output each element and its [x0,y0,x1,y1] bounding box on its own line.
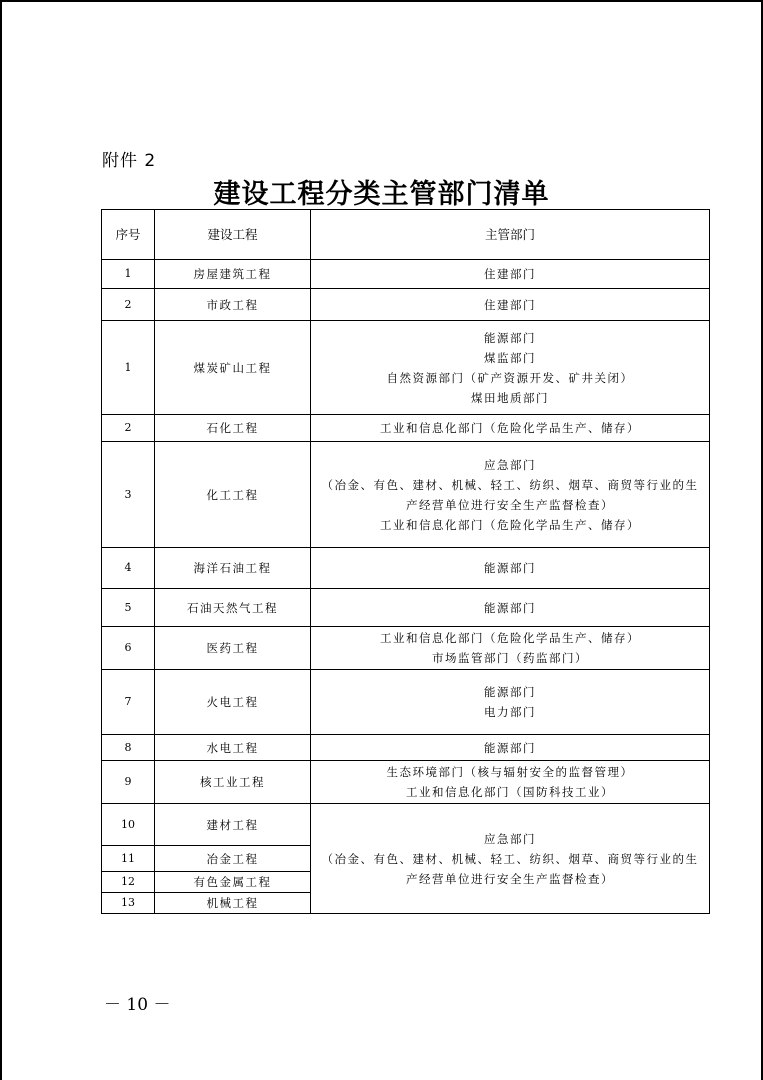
row-project: 水电工程 [155,735,311,761]
table-header-row [102,210,710,260]
row-project: 石油天然气工程 [155,589,311,627]
table-body [102,260,710,914]
row-project: 有色金属工程 [155,872,311,893]
document-title: 建设工程分类主管部门清单 [213,179,550,210]
department-line: 市场监管部门（药监部门） [432,651,588,665]
department-line: （冶金、有色、建材、机械、轻工、纺织、烟草、商贸等行业的生 [321,851,699,866]
table-row [102,415,710,442]
row-seq: 2 [102,289,155,321]
row-seq: 10 [102,804,155,846]
row-departments [311,735,710,761]
row-seq: 9 [102,761,155,804]
row-departments [311,442,710,548]
department-line: 应急部门 [484,831,536,846]
department-line: 住建部门 [484,267,536,281]
row-departments [311,289,710,321]
row-departments [311,761,710,804]
department-line: 能源部门 [484,561,536,575]
row-seq: 1 [102,321,155,415]
department-line: 生态环境部门（核与辐射安全的监督管理） [386,765,634,779]
department-line: 煤监部门 [484,350,536,365]
table-row [102,804,710,846]
row-seq: 5 [102,589,155,627]
department-line: 产经营单位进行安全生产监督检查） [406,497,614,512]
row-project: 机械工程 [155,893,311,914]
department-table [101,209,710,914]
row-departments [311,627,710,670]
table-row [102,627,710,670]
table-row [102,321,710,415]
table-row [102,289,710,321]
merged-departments [311,804,710,914]
row-seq: 13 [102,893,155,914]
row-project: 核工业工程 [155,761,311,804]
department-line: 电力部门 [484,705,536,719]
row-seq: 2 [102,415,155,442]
row-seq: 11 [102,846,155,872]
row-project: 煤炭矿山工程 [155,321,311,415]
table-row [102,670,710,735]
table-row [102,442,710,548]
department-line: 工业和信息化部门（危险化学品生产、储存） [380,517,640,532]
row-departments [311,260,710,289]
department-line: 自然资源部门（矿产资源开发、矿井关闭） [386,370,634,385]
row-seq: 7 [102,670,155,735]
header-department: 主管部门 [311,210,710,260]
page-number: － 10 － [104,995,171,1015]
table-row [102,260,710,289]
department-line: 工业和信息化部门（国防科技工业） [406,785,614,799]
table-row [102,761,710,804]
row-seq: 12 [102,872,155,893]
department-line: 工业和信息化部门（危险化学品生产、储存） [380,421,640,435]
department-line: 煤田地质部门 [471,390,549,405]
department-line: （冶金、有色、建材、机械、轻工、纺织、烟草、商贸等行业的生 [321,477,699,492]
header-project: 建设工程 [155,210,311,260]
row-project: 医药工程 [155,627,311,670]
row-departments [311,589,710,627]
row-seq: 1 [102,260,155,289]
department-line: 住建部门 [484,297,536,312]
header-seq: 序号 [102,210,155,260]
row-departments [311,548,710,589]
row-seq: 3 [102,442,155,548]
table-row [102,735,710,761]
row-seq: 6 [102,627,155,670]
row-departments [311,415,710,442]
row-departments [311,321,710,415]
department-line: 能源部门 [484,685,536,699]
row-project: 建材工程 [155,804,311,846]
attachment-label: 附件 2 [102,151,157,171]
row-project: 海洋石油工程 [155,548,311,589]
department-line: 能源部门 [484,330,536,345]
row-project: 市政工程 [155,289,311,321]
department-line: 能源部门 [484,600,536,615]
row-seq: 8 [102,735,155,761]
row-seq: 4 [102,548,155,589]
table-row [102,548,710,589]
row-project: 房屋建筑工程 [155,260,311,289]
row-project: 化工工程 [155,442,311,548]
department-line: 能源部门 [484,740,536,755]
row-project: 石化工程 [155,415,311,442]
row-project: 火电工程 [155,670,311,735]
department-line: 产经营单位进行安全生产监督检查） [406,871,614,886]
department-line: 应急部门 [484,457,536,472]
department-line: 工业和信息化部门（危险化学品生产、储存） [380,631,640,645]
table-row [102,589,710,627]
row-departments [311,670,710,735]
row-project: 冶金工程 [155,846,311,872]
